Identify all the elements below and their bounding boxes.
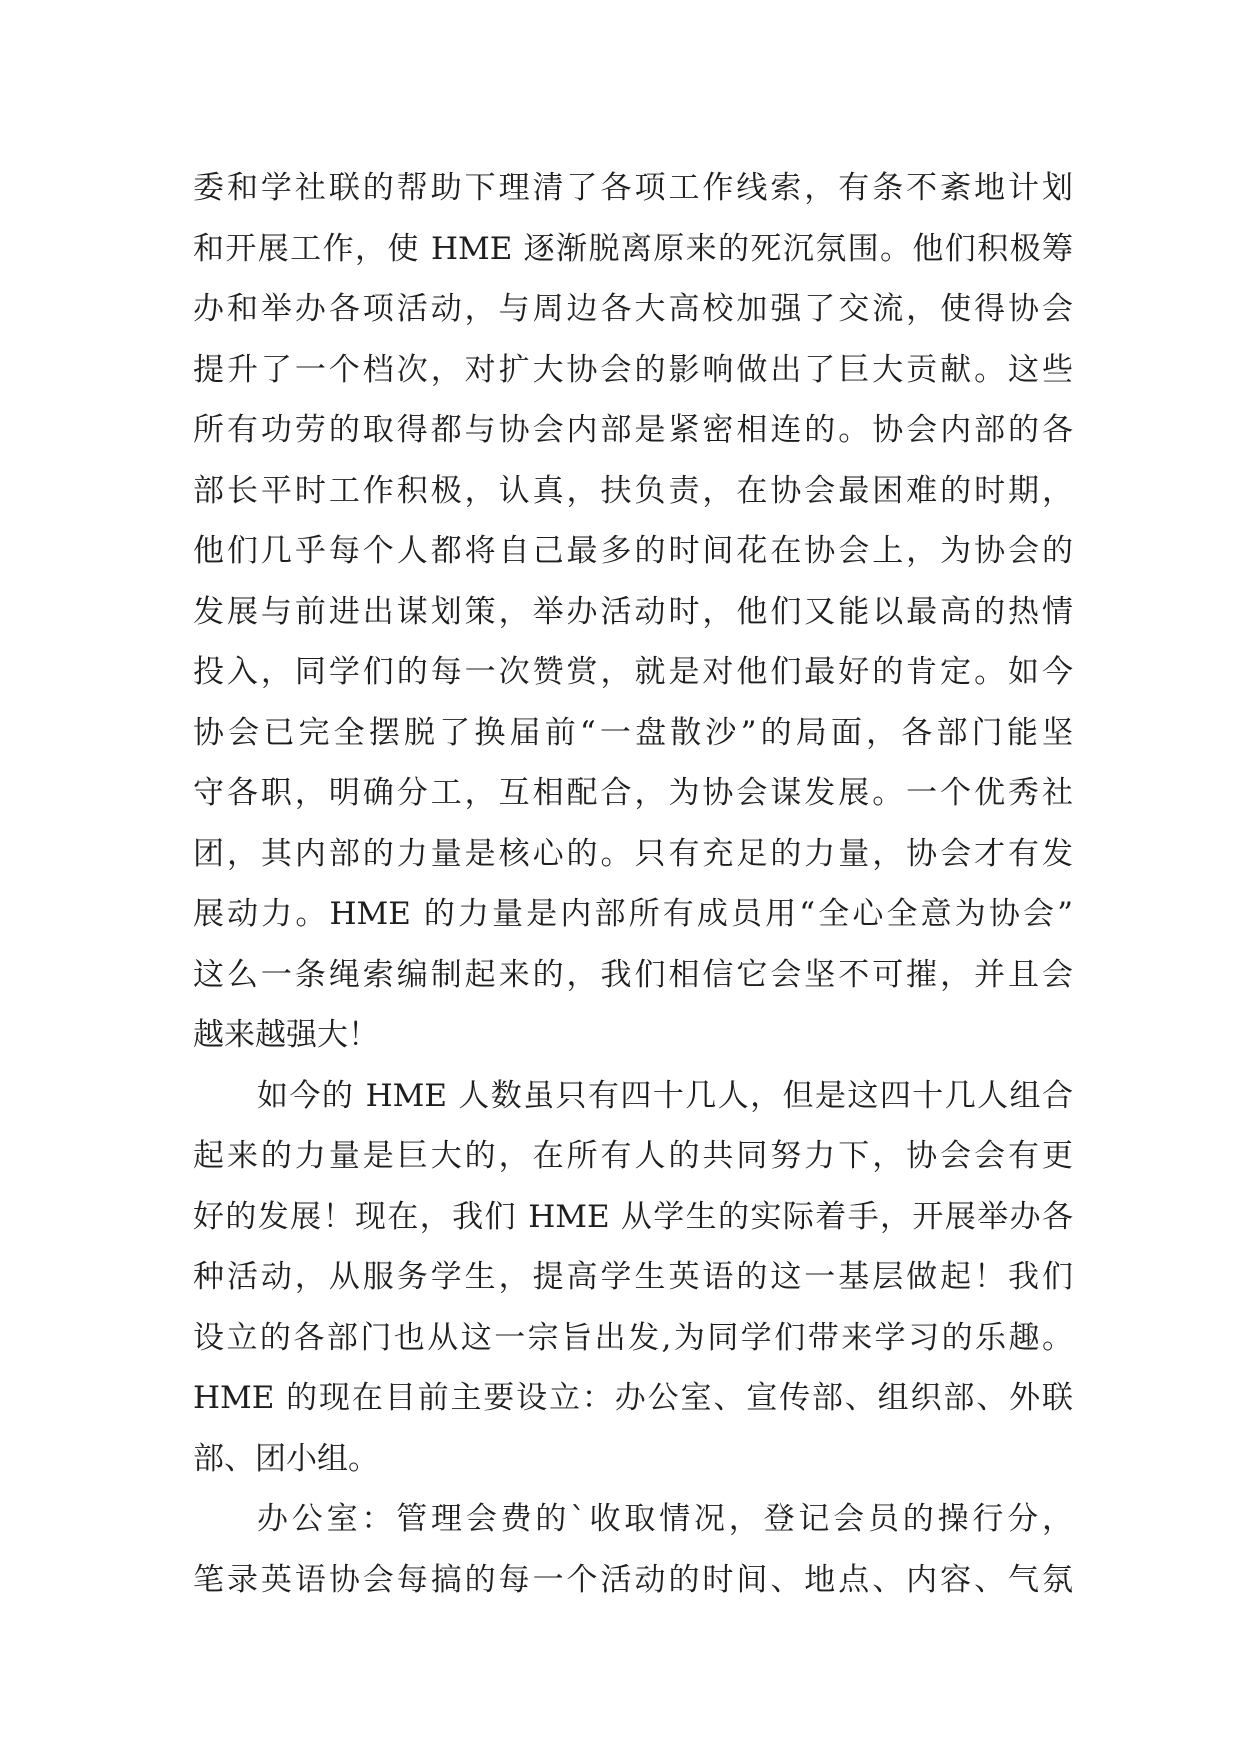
text-line: 协会已完全摆脱了换届前“一盘散沙”的局面，各部门能坚	[193, 714, 1073, 751]
text-line: 投入，同学们的每一次赞赏，就是对他们最好的肯定。如今	[193, 654, 1073, 690]
text-line: 种活动，从服务学生，提高学生英语的这一基层做起！我们	[193, 1259, 1073, 1295]
text-line: 展动力。HME 的力量是内部所有成员用“全心全意为协会”	[193, 896, 1073, 932]
text-line: 办公室：管理会费的`收取情况，登记会员的操行分，	[257, 1501, 1073, 1537]
text-line: 如今的 HME 人数虽只有四十几人，但是这四十几人组合	[257, 1077, 1073, 1114]
text-line: 他们几乎每个人都将自己最多的时间花在协会上，为协会的	[193, 533, 1073, 569]
text-line: 设立的各部门也从这一宗旨出发,为同学们带来学习的乐趣。	[193, 1319, 1073, 1356]
text-line: 提升了一个档次，对扩大协会的影响做出了巨大贡献。这些	[193, 351, 1073, 388]
text-line: HME 的现在目前主要设立：办公室、宣传部、组织部、外联	[193, 1380, 1073, 1416]
text-line: 和开展工作，使 HME 逐渐脱离原来的死沉氛围。他们积极筹	[193, 230, 1073, 267]
text-line: 起来的力量是巨大的，在所有人的共同努力下，协会会有更	[193, 1138, 1073, 1174]
text-line: 委和学社联的帮助下理清了各项工作线索，有条不紊地计划	[193, 170, 1073, 206]
text-line: 笔录英语协会每搞的每一个活动的时间、地点、内容、气氛	[193, 1561, 1073, 1598]
text-line: 部长平时工作积极，认真，扶负责，在协会最困难的时期，	[193, 472, 1073, 509]
text-line: 部、团小组。	[193, 1440, 379, 1477]
text-line: 办和举办各项活动，与周边各大高校加强了交流，使得协会	[193, 291, 1073, 327]
text-line: 好的发展！现在，我们 HME 从学生的实际着手，开展举办各	[193, 1198, 1073, 1235]
text-line: 这么一条绳索编制起来的，我们相信它会坚不可摧，并且会	[193, 956, 1073, 993]
text-line: 守各职，明确分工，互相配合，为协会谋发展。一个优秀社	[193, 775, 1073, 811]
text-line: 所有功劳的取得都与协会内部是紧密相连的。协会内部的各	[193, 412, 1073, 448]
text-line: 越来越强大！	[193, 1017, 379, 1053]
text-line: 团，其内部的力量是核心的。只有充足的力量，协会才有发	[193, 835, 1073, 872]
text-line: 发展与前进出谋划策，举办活动时，他们又能以最高的热情	[193, 593, 1073, 630]
body-text	[193, 158, 1073, 1610]
